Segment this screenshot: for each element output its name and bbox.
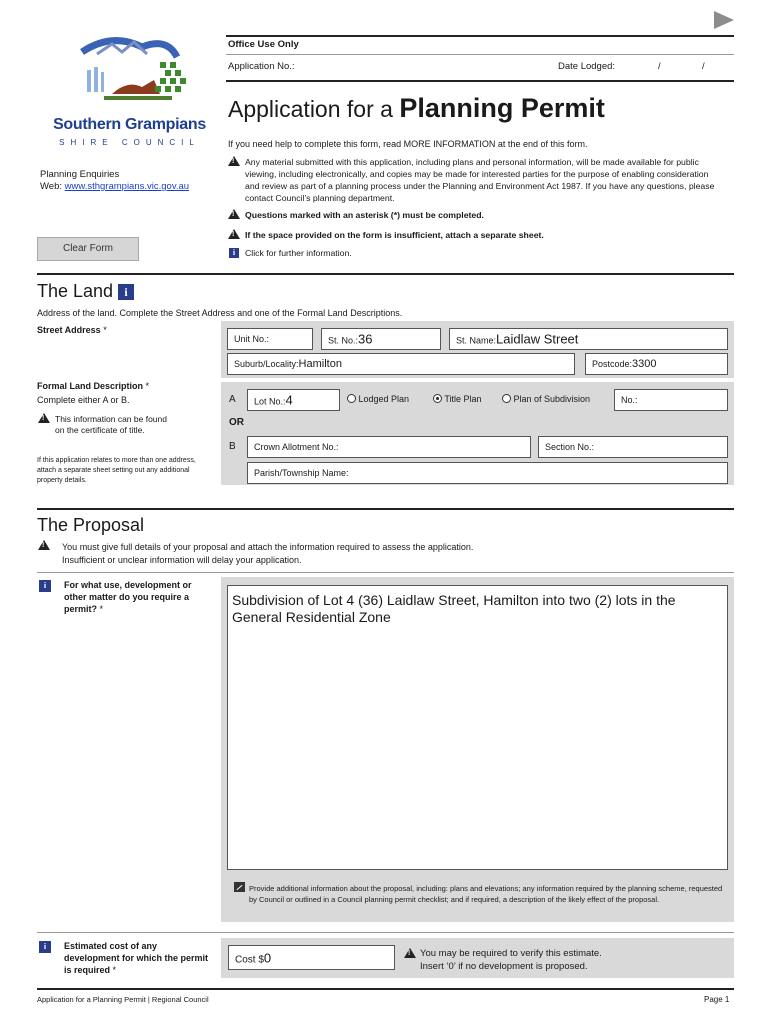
plan-of-subdivision-label: Plan of Subdivision bbox=[513, 394, 591, 404]
cost-value: 0 bbox=[263, 950, 272, 965]
date-separator-1: / bbox=[658, 61, 661, 72]
warning-icon bbox=[228, 156, 240, 167]
use-answer-field[interactable] bbox=[227, 585, 728, 870]
complete-either-label: Complete either A or B. bbox=[37, 395, 130, 405]
crown-allotment-field[interactable] bbox=[247, 436, 531, 458]
office-use-label: Office Use Only bbox=[228, 39, 299, 50]
proposal-use-rule bbox=[37, 572, 734, 573]
office-use-bottom-rule bbox=[226, 80, 734, 82]
warning-icon bbox=[38, 413, 50, 424]
postcode-field[interactable] bbox=[585, 353, 728, 375]
proposal-section-rule bbox=[37, 508, 734, 510]
street-address-text: Street Address bbox=[37, 325, 101, 335]
cost-content bbox=[235, 950, 271, 965]
application-no-label: Application No.: bbox=[228, 61, 295, 72]
provide-info-note: Provide additional information about the proposal, including: plans and elevations; any information required by the planning scheme, requested by Council or outlined in a Council planning permit checklist; and if required, a description of the likely effect of the proposal. bbox=[249, 884, 723, 904]
council-logo bbox=[42, 32, 217, 152]
warning-icon bbox=[404, 948, 416, 959]
cost-rule bbox=[37, 932, 734, 933]
help-line: If you need help to complete this form, read MORE INFORMATION at the end of this form. bbox=[228, 139, 588, 149]
date-separator-2: / bbox=[702, 61, 705, 72]
option-a-label: A bbox=[229, 394, 236, 405]
footer-left: Application for a Planning Permit | Regional Council bbox=[37, 995, 209, 1004]
title-main: Planning Permit bbox=[399, 93, 605, 123]
logo-subtext: SHIRE COUNCIL bbox=[59, 138, 200, 147]
warning-icon bbox=[38, 540, 50, 551]
suburb-value: Hamilton bbox=[298, 358, 342, 370]
lodged-plan-label: Lodged Plan bbox=[358, 394, 410, 404]
notice-asterisk: Questions marked with an asterisk (*) must be completed. bbox=[245, 210, 484, 220]
notice-public-viewing: Any material submitted with this application, including plans and personal information, will be made available for public viewing, including electronically, and copies may be made for interested parties for the purpose of enabling consideration and review as part of a planning process under the Planning and Environment Act 1987. If you have any questions, please contact Council’s planning department. bbox=[245, 157, 715, 203]
notice-separate-sheet: If the space provided on the form is insufficient, attach a separate sheet. bbox=[245, 230, 544, 240]
lot-no-field[interactable] bbox=[247, 389, 340, 411]
street-no-value: 36 bbox=[358, 331, 373, 347]
postcode-value: 3300 bbox=[632, 358, 657, 370]
formal-land-label bbox=[37, 381, 149, 391]
cost-question bbox=[64, 940, 214, 976]
unit-no-field[interactable] bbox=[227, 328, 313, 350]
info-icon[interactable]: i bbox=[39, 941, 51, 953]
section-no-label: Section No.: bbox=[545, 442, 595, 452]
office-use-mid-rule bbox=[226, 54, 734, 55]
plan-no-field[interactable] bbox=[614, 389, 728, 411]
street-name-content bbox=[456, 332, 578, 347]
lot-no-label: Lot No.: bbox=[254, 396, 286, 407]
street-address-label bbox=[37, 325, 107, 335]
warning-icon bbox=[228, 229, 240, 240]
title-plan-radio[interactable] bbox=[433, 394, 482, 404]
clear-form-button[interactable]: Clear Form bbox=[37, 237, 139, 261]
postcode-content bbox=[592, 358, 657, 370]
use-question-text: For what use, development or other matter do you require a permit? bbox=[64, 580, 192, 614]
street-no-field[interactable] bbox=[321, 328, 441, 350]
certificate-note: This information can be found on the certificate of title. bbox=[55, 414, 167, 435]
option-b-label: B bbox=[229, 441, 236, 452]
land-info-icon[interactable]: i bbox=[118, 284, 134, 300]
multi-address-note: If this application relates to more than one address, attach a separate sheet setting out any additional property details. bbox=[37, 457, 196, 484]
plan-of-subdivision-radio[interactable] bbox=[502, 394, 590, 404]
cost-label: Cost $ bbox=[235, 954, 264, 965]
land-title-text: The Land bbox=[37, 281, 114, 301]
suburb-content bbox=[234, 358, 342, 370]
info-icon[interactable]: i bbox=[39, 580, 51, 592]
proposal-warning-2: Insufficient or unclear information will delay your application. bbox=[62, 555, 302, 565]
street-name-value: Laidlaw Street bbox=[496, 331, 579, 347]
planning-enquiries: Planning Enquiries bbox=[40, 169, 120, 180]
asterisk: * bbox=[145, 381, 150, 391]
street-no-label: St. No.: bbox=[328, 335, 359, 346]
proposal-section-title: The Proposal bbox=[37, 515, 145, 535]
postcode-label: Postcode: bbox=[592, 359, 633, 369]
cost-question-text: Estimated cost of any development for which the permit is required bbox=[64, 941, 209, 975]
section-no-field[interactable] bbox=[538, 436, 728, 458]
land-intro: Address of the land. Complete the Street Address and one of the Formal Land Descriptions. bbox=[37, 308, 403, 318]
office-use-top-rule bbox=[226, 35, 734, 37]
parish-field[interactable] bbox=[247, 462, 728, 484]
web-line bbox=[40, 181, 189, 192]
verify-line-1: You may be required to verify this estimate. bbox=[420, 948, 602, 959]
street-no-content bbox=[328, 332, 372, 347]
edit-note-icon bbox=[234, 882, 245, 892]
asterisk: * bbox=[103, 325, 107, 335]
use-question bbox=[64, 579, 209, 615]
next-page-arrow-icon[interactable] bbox=[714, 11, 734, 29]
cost-field[interactable] bbox=[228, 945, 395, 970]
parish-label: Parish/Township Name: bbox=[254, 468, 349, 478]
warning-icon bbox=[228, 209, 240, 220]
unit-no-label: Unit No.: bbox=[234, 334, 270, 344]
lot-no-value: 4 bbox=[285, 392, 293, 408]
lodged-plan-radio[interactable] bbox=[347, 394, 409, 404]
crown-allotment-label: Crown Allotment No.: bbox=[254, 442, 339, 452]
asterisk: * bbox=[112, 965, 117, 975]
formal-land-text: Formal Land Description bbox=[37, 381, 144, 391]
verify-line-2: Insert ‘0’ if no development is proposed. bbox=[420, 961, 588, 972]
page-title bbox=[228, 93, 605, 124]
lot-no-content bbox=[254, 393, 293, 408]
notice-click-info: Click for further information. bbox=[245, 248, 352, 258]
logo-text: Southern Grampians bbox=[53, 116, 206, 133]
title-prefix: Application for a bbox=[228, 96, 400, 122]
street-name-field[interactable] bbox=[449, 328, 728, 350]
proposal-warning-1: You must give full details of your proposal and attach the information required to assess the application. bbox=[62, 542, 474, 552]
street-name-label: St. Name: bbox=[456, 335, 497, 346]
asterisk: * bbox=[99, 604, 104, 614]
use-answer-text: Subdivision of Lot 4 (36) Laidlaw Street, Hamilton into two (2) lots in the General Residential Zone bbox=[232, 592, 676, 625]
or-label: OR bbox=[229, 417, 244, 428]
land-section-rule bbox=[37, 273, 734, 275]
web-prefix: Web: bbox=[40, 181, 65, 192]
land-section-title bbox=[37, 281, 134, 302]
website-link[interactable]: www.sthgrampians.vic.gov.au bbox=[64, 181, 190, 192]
footer-page: Page 1 bbox=[704, 995, 730, 1004]
date-lodged-label: Date Lodged: bbox=[558, 61, 616, 72]
plan-no-label: No.: bbox=[621, 395, 638, 405]
footer-rule bbox=[37, 988, 734, 990]
info-icon[interactable]: i bbox=[229, 247, 239, 258]
title-plan-label: Title Plan bbox=[444, 394, 482, 404]
suburb-field[interactable] bbox=[227, 353, 575, 375]
suburb-label: Suburb/Locality: bbox=[234, 359, 299, 369]
logo-graphic-icon bbox=[42, 32, 217, 112]
